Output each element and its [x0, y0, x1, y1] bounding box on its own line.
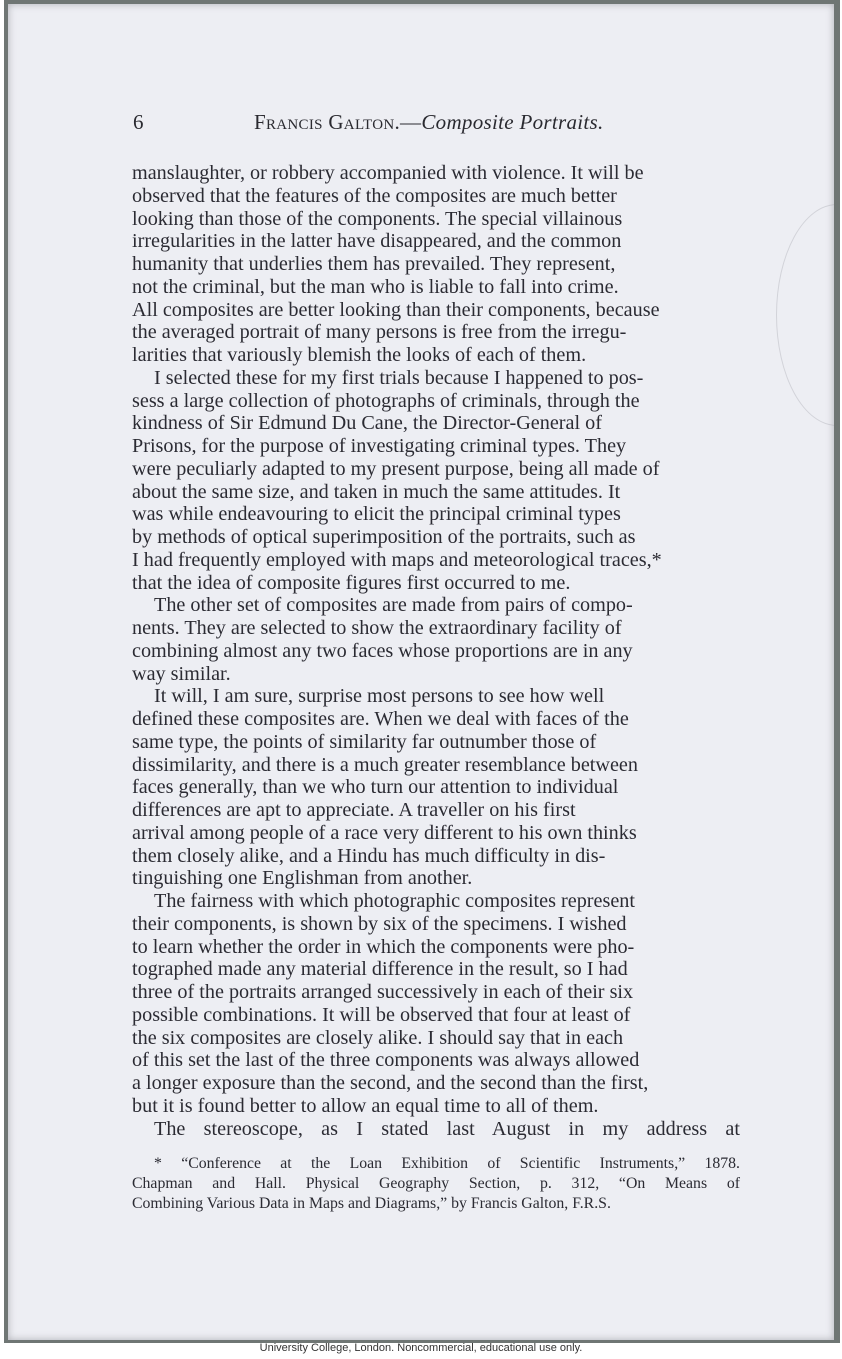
text-line: were peculiarly adapted to my present purpose, being all made of — [132, 457, 660, 480]
paragraph — [132, 367, 740, 595]
running-title-work: Composite Portraits. — [421, 110, 604, 134]
text-line: manslaughter, or robbery accompanied with violence. It will be — [132, 162, 644, 184]
text-line: was while endeavouring to elicit the principal criminal types — [132, 503, 621, 526]
text-line: kindness of Sir Edmund Du Cane, the Director-General of — [132, 412, 602, 435]
text-line: tographed made any material difference in the result, so I had — [132, 958, 628, 981]
usage-credit: University College, London. Noncommercial, educational use only. — [259, 1342, 583, 1354]
text-line: their components, is shown by six of the specimens. I wished — [132, 912, 627, 935]
text-line: irregularities in the latter have disappeared, and the common — [132, 230, 622, 253]
text-line: It will, I am sure, surprise most persons to see how well — [154, 685, 605, 708]
footnote-line: * “Conference at the Loan Exhibition of Scientific Instruments,” 1878. — [154, 1155, 740, 1172]
text-line: larities that variously blemish the looks of each of them. — [132, 344, 587, 366]
text-line: three of the portraits arranged successively in each of their six — [132, 981, 634, 1003]
text-line: a longer exposure than the second, and the second than the first, — [132, 1072, 649, 1094]
running-title-separator: — — [400, 110, 422, 134]
text-line: combining almost any two faces whose proportions are in any — [132, 639, 633, 662]
paragraph — [132, 890, 740, 1118]
text-line: defined these composites are. When we deal with faces of the — [132, 708, 629, 730]
text-line: arrival among people of a race very different to his own thinks — [132, 821, 637, 844]
text-line: Prisons, for the purpose of investigating criminal types. They — [132, 435, 627, 457]
paragraph — [132, 685, 740, 890]
text-line: I selected these for my first trials because I happened to pos- — [154, 366, 644, 389]
text-line: nents. They are selected to show the extraordinary facility of — [132, 617, 622, 639]
text-line: humanity that underlies them has prevailed. They represent, — [132, 253, 616, 275]
text-line: The fairness with which photographic composites represent — [154, 890, 636, 912]
footnote — [132, 1154, 740, 1214]
paragraph — [132, 162, 740, 367]
text-line: faces generally, than we who turn our attention to individual — [132, 776, 619, 799]
text-line: way similar. — [132, 662, 231, 685]
text-line: same type, the points of similarity far outnumber those of — [132, 730, 597, 753]
book-page — [8, 4, 834, 1340]
text-line: The other set of composites are made from pairs of compo- — [154, 594, 633, 617]
text-line: dissimilarity, and there is a much greater resemblance between — [132, 753, 638, 776]
text-line: observed that the features of the composites are much better — [132, 184, 617, 207]
footnote-line: Chapman and Hall. Physical Geography Section, p. 312, “On Means of — [132, 1175, 740, 1192]
text-line: that the idea of composite figures first occurred to me. — [132, 571, 571, 594]
text-line: possible combinations. It will be observed that four at least of — [132, 1003, 631, 1026]
text-line: about the same size, and taken in much the same attitudes. It — [132, 480, 621, 503]
footnote-line: Combining Various Data in Maps and Diagrams,” by Francis Galton, F.R.S. — [132, 1195, 611, 1212]
text-line: by methods of optical superimposition of the portraits, such as — [132, 526, 636, 548]
paragraph — [132, 594, 740, 685]
text-line: of this set the last of the three components was always allowed — [132, 1049, 640, 1072]
page-number: 6 — [133, 110, 144, 134]
text-line: The stereoscope, as I stated last August in my address at — [154, 1117, 740, 1140]
text-line: I had frequently employed with maps and meteorological traces,* — [132, 548, 662, 571]
text-line: looking than those of the components. The special villainous — [132, 207, 623, 230]
text-line: the averaged portrait of many persons is free from the irregu- — [132, 321, 627, 344]
text-line: All composites are better looking than their components, because — [132, 298, 660, 321]
running-header — [8, 110, 834, 140]
running-title — [254, 110, 604, 135]
text-line: the six composites are closely alike. I should say that in each — [132, 1026, 624, 1049]
text-line: them closely alike, and a Hindu has much difficulty in dis- — [132, 844, 606, 867]
text-line: sess a large collection of photographs of criminals, through the — [132, 389, 640, 412]
body-text — [132, 162, 740, 1140]
text-line: to learn whether the order in which the components were pho- — [132, 935, 635, 958]
text-line: but it is found better to allow an equal time to all of them. — [132, 1094, 599, 1117]
running-title-author: Francis Galton. — [254, 110, 401, 134]
text-line: tinguishing one Englishman from another. — [132, 867, 473, 890]
text-line: differences are apt to appreciate. A traveller on his first — [132, 799, 576, 821]
library-stamp — [776, 204, 834, 426]
text-line: not the criminal, but the man who is liable to fall into crime. — [132, 275, 619, 298]
paragraph — [132, 1118, 740, 1141]
